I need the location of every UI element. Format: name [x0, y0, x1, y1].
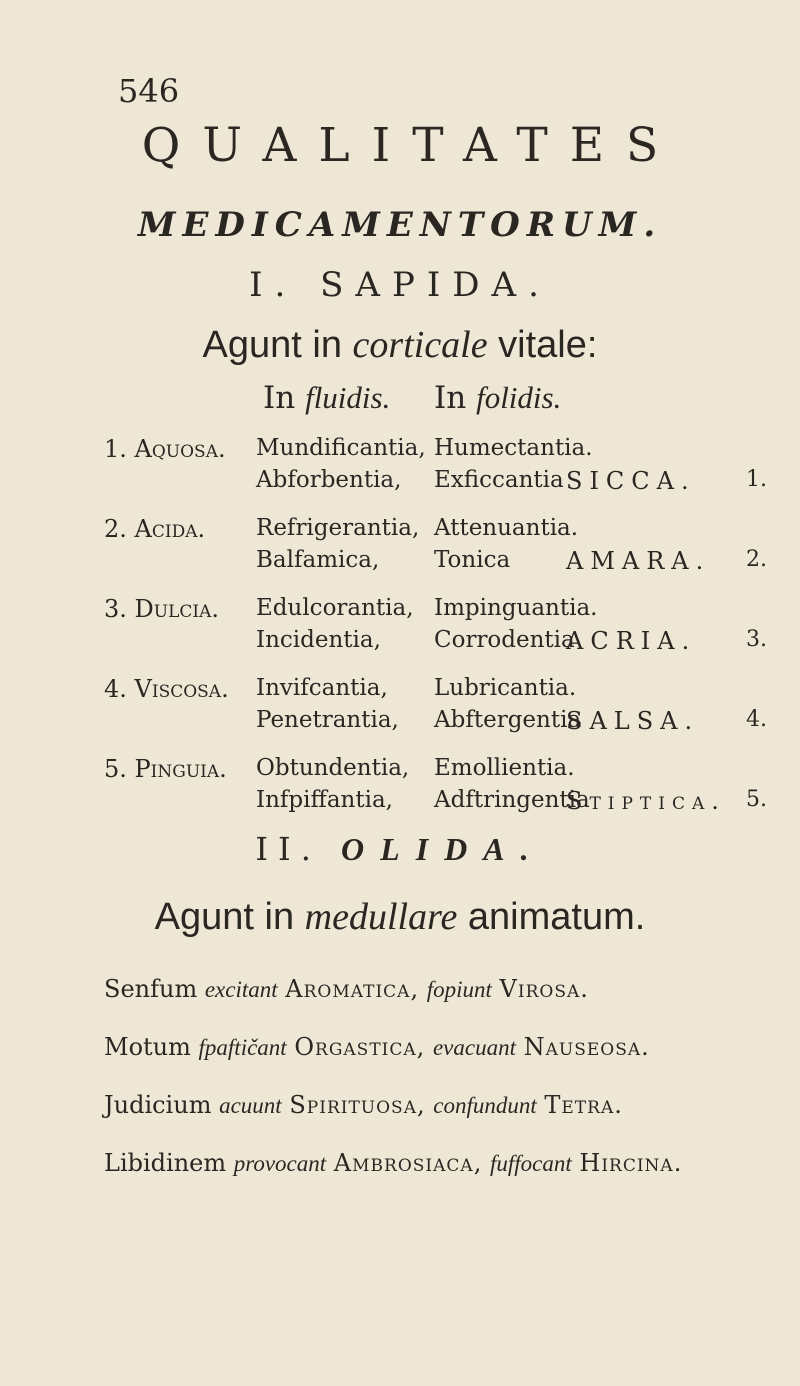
subheading-text-post: animatum. [457, 896, 646, 938]
row-solid-2: Tonica [434, 547, 511, 573]
row-label: 5. Pinguia. [104, 755, 227, 783]
line-verb-2: fuffocant [489, 1151, 572, 1176]
section-heading-sapida: I. SAPIDA. [249, 265, 551, 305]
list-item [104, 975, 589, 1003]
title-medicamentorum: MEDICAMENTORUM. [137, 205, 663, 245]
column-heading-pre: In [434, 380, 477, 416]
column-heading-italic: folidis. [476, 380, 562, 415]
subheading-text-italic: medullare [304, 896, 458, 938]
line-verb-1: excitant [204, 977, 278, 1002]
row-fluid-2: Abforbentia, [256, 467, 402, 493]
line-category-1: Orgastica, [294, 1033, 426, 1061]
row-fluid-2: Penetrantia, [256, 707, 399, 733]
section-number: II. [255, 830, 321, 868]
line-category-1: Aromatica, [285, 975, 420, 1003]
line-category-2: Nauseosa. [523, 1033, 650, 1061]
line-verb-2: fopiunt [426, 977, 492, 1002]
row-solid-1: Impinguantia. [434, 595, 598, 621]
list-item [104, 1149, 682, 1177]
subheading-text-post: vitale: [487, 324, 598, 366]
row-label: 3. Dulcia. [104, 595, 220, 623]
row-opposite: AMARA. [566, 547, 711, 575]
subheading-text-pre: Agunt in [202, 324, 353, 366]
line-noun: Judicium [104, 1091, 212, 1119]
column-heading-pre: In [263, 380, 306, 416]
row-fluid-1: Obtundentia, [256, 755, 410, 781]
row-fluid-1: Mundificantia, [256, 435, 426, 461]
page-number: 546 [118, 72, 180, 110]
section-subheading-sapida [0, 323, 800, 367]
line-noun: Libidinem [104, 1149, 227, 1177]
row-solid-1: Lubricantia. [434, 675, 577, 701]
row-solid-1: Attenuantia. [434, 515, 579, 541]
line-category-2: Tetra. [544, 1091, 623, 1119]
section-subheading-olida [0, 895, 800, 939]
row-solid-1: Emollientia. [434, 755, 575, 781]
line-category-2: Hircina. [579, 1149, 683, 1177]
column-heading-italic: fluidis. [305, 380, 391, 415]
row-fluid-1: Edulcorantia, [256, 595, 414, 621]
line-verb-1: provocant [233, 1151, 327, 1176]
row-opposite: SALSA. [566, 707, 700, 735]
row-opposite-number: 1. [746, 467, 767, 492]
line-verb-1: acuunt [219, 1093, 282, 1118]
row-label: 1. Aquosa. [104, 435, 226, 463]
row-opposite: Stiptica. [566, 787, 726, 815]
line-category-1: Ambrosiaca, [333, 1149, 483, 1177]
row-fluid-1: Invifcantia, [256, 675, 388, 701]
line-verb-2: evacuant [432, 1035, 516, 1060]
line-noun: Senfum [104, 975, 198, 1003]
row-fluid-2: Balfamica, [256, 547, 380, 573]
row-opposite: ACRIA. [566, 627, 697, 655]
row-label: 4. Viscosa. [104, 675, 229, 703]
row-label: 2. Acida. [104, 515, 206, 543]
row-solid-2: Adftringentia [434, 787, 590, 813]
column-heading-solidis [434, 380, 561, 416]
line-category-2: Virosa. [499, 975, 589, 1003]
row-opposite-number: 5. [746, 787, 767, 812]
list-item [104, 1091, 623, 1119]
line-category-1: Spirituosa, [289, 1091, 426, 1119]
column-heading-fluidis [263, 380, 390, 416]
subheading-text-pre: Agunt in [154, 896, 305, 938]
row-fluid-1: Refrigerantia, [256, 515, 420, 541]
title-qualitates: QUALITATES [141, 118, 681, 173]
row-solid-2: Corrodentia [434, 627, 575, 653]
line-verb-1: fpaftičant [198, 1035, 287, 1060]
row-opposite-number: 3. [746, 627, 767, 652]
row-solid-2: Abftergentia [434, 707, 582, 733]
row-solid-2: Exficcantia [434, 467, 564, 493]
section-heading-olida [0, 830, 800, 868]
row-opposite-number: 2. [746, 547, 767, 572]
section-title: OLIDA. [341, 831, 545, 867]
list-item [104, 1033, 650, 1061]
line-noun: Motum [104, 1033, 191, 1061]
row-opposite-number: 4. [746, 707, 767, 732]
row-opposite: SICCA. [566, 467, 696, 495]
subheading-text-italic: corticale [352, 324, 488, 366]
row-solid-1: Humectantia. [434, 435, 593, 461]
row-fluid-2: Incidentia, [256, 627, 381, 653]
row-fluid-2: Infpiffantia, [256, 787, 393, 813]
line-verb-2: confundunt [433, 1093, 537, 1118]
